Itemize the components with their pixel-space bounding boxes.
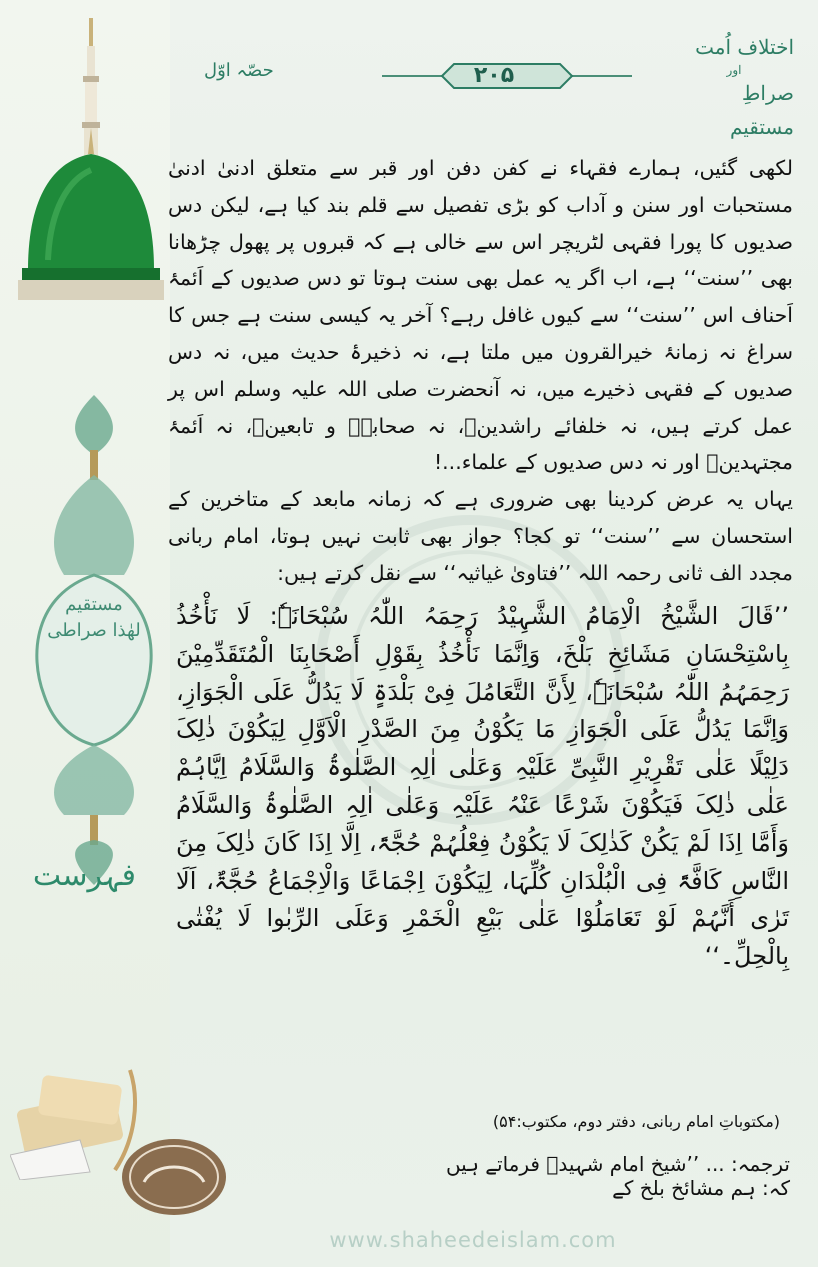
arabic-quote xyxy=(176,598,789,976)
sidebar xyxy=(0,0,170,1267)
paragraph: لکھی گئیں، ہمارے فقہاء نے کفن دفن اور قبر سے متعلق ادنیٰ ادنیٰ مستحبات اور سنن و آداب کو بڑی تفصیل سے قلم بند کیا ہے، لیکن دس صدیوں کا پورا فقہی لٹریچر اس سے خالی ہے کہ قبروں پر پھول چڑھانا بھی ’’سنت‘‘ ہے، اب اگر یہ عمل بھی سنت ہوتا تو دس صدیوں کے اَئمۂ اَحناف اس ’’سنت‘‘ سے کیوں غافل رہے؟ آخر یہ کیسی سنت ہے جس کا سراغ نہ زمانۂ خیرالقرون میں ملتا ہے، نہ ذخیرۂ حدیث میں، نہ دس صدیوں کے فقہی ذخیرے میں، نہ آنحضرت صلی اللہ علیہ وسلم اس پر عمل کرتے ہیں، نہ خلفائے راشدینؓ، نہ صحابہؓ و تابعینؒ، نہ اَئمۂ مجتہدینؒ اور نہ دس صدیوں کے علماء...! xyxy=(168,156,793,475)
index-link[interactable]: فہرست xyxy=(32,858,136,893)
book-title-sup: اور xyxy=(726,63,742,77)
green-dome-image xyxy=(18,120,164,300)
site-logo xyxy=(114,1132,234,1222)
page-number: ۲۰۵ xyxy=(473,63,515,88)
ornament-caption-line: مستقیم xyxy=(65,594,123,615)
paragraph: یہاں یہ عرض کردینا بھی ضروری ہے کہ زمانہ مابعد کے متاخرین کے استحسان سے ’’سنت‘‘ تو کجا؟ جواز بھی ثابت نہیں ہوتا، امام ربانی مجدد الف ثانی رحمہ اللہ ’’فتاویٰ غیاثیہ‘‘ سے نقل کرتے ہیں: xyxy=(168,487,793,585)
site-url[interactable]: www.shaheedeislam.com xyxy=(329,1228,617,1252)
translation: ترجمہ: ... ’’شیخ امام شہیدؒ فرماتے ہیں کہ: ہم مشائخ بلخ کے xyxy=(445,1152,790,1200)
arabic-quote-text: ’’قَالَ الشَّیْخُ الْاِمَامُ الشَّہِیْدُ رَحِمَہُ اللّٰہُ سُبْحَانَہٗ: لَا نَأْخُذُ بِاسْتِحْسَانِ مَشَائِخِ بَلْخَ، وَاِنَّمَا نَأْخُذُ بِقَوْلِ أَصْحَابِنَا الْمُتَقَدِّمِیْنَ رَحِمَہُمُ اللّٰہُ سُبْحَانَہٗ، لِأَنَّ التَّعَامُلَ فِیْ بَلْدَۃٍ لَا یَدُلُّ عَلَی الْجَوَازِ، وَاِنَّمَا یَدُلُّ عَلَی الْجَوَازِ مَا یَکُوْنُ مِنَ الصَّدْرِ الْاَوَّلِ لِیَکُوْنَ ذٰلِکَ دَلِیْلًا عَلٰی تَقْرِیْرِ النَّبِیِّ عَلَیْہِ وَعَلٰی اٰلِہِ الصَّلٰوۃُ وَالسَّلَامُ اِیَّاہُمْ عَلٰی ذٰلِکَ فَیَکُوْنَ شَرْعًا عَنْہُ عَلَیْہِ وَعَلٰی اٰلِہِ الصَّلٰوۃُ وَالسَّلَامُ وَأَمَّا اِذَا لَمْ یَکُنْ کَذٰلِکَ لَا یَکُوْنُ فِعْلُہُمْ حُجَّۃً، اِلَّا اِذَا کَانَ ذٰلِکَ مِنَ النَّاسِ کَافَّۃً فِی الْبُلْدَانِ کُلِّہَا، لِیَکُوْنَ اِجْمَاعًا وَالْاِجْمَاعُ حُجَّۃٌ، اَلَا تَرٰی أَنَّہُمْ لَوْ تَعَامَلُوْا عَلٰی بَیْعِ الْخَمْرِ وَعَلَی الرِّبٰوا لَا یُفْتٰی بِالْحِلِّ۔‘‘ xyxy=(176,602,789,971)
ornament-caption-line: لھٰذا صراطی xyxy=(47,620,141,641)
citation: (مکتوباتِ امام ربانی، دفتر دوم، مکتوب:۵۴) xyxy=(492,1112,780,1131)
book-title-line: صراطِ مستقیم xyxy=(729,81,794,139)
book-title-line: اختلاف اُمت xyxy=(695,35,794,59)
body-text xyxy=(168,150,793,592)
part-label: حصّہ اوّل xyxy=(204,60,274,81)
ornament-caption xyxy=(40,592,148,644)
book-title xyxy=(674,30,794,144)
